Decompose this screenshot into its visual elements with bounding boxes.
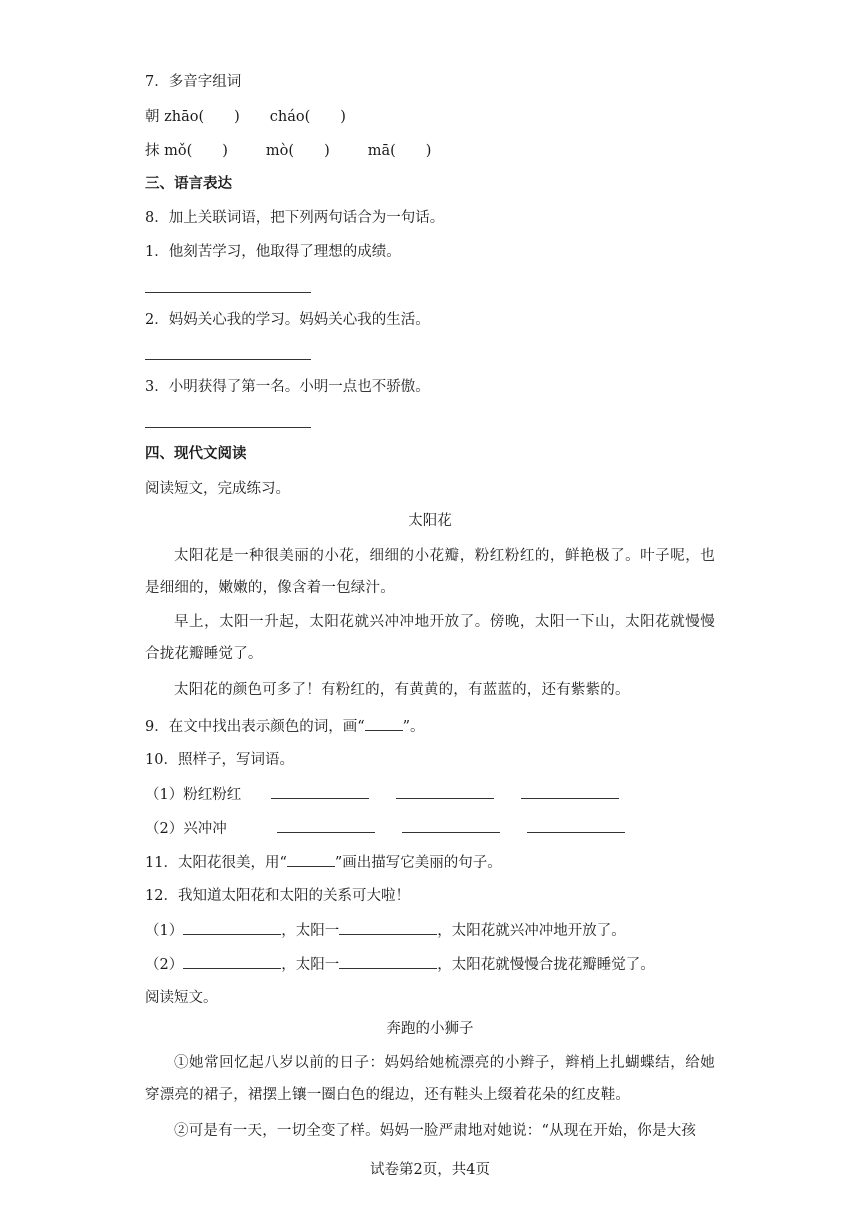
q10-blank[interactable]: [527, 818, 625, 833]
q10-blank[interactable]: [277, 818, 375, 833]
polyphone-ma1: mā(: [367, 143, 396, 159]
q12-row-2-end: ，太阳花就慢慢合拢花瓣睡觉了。: [437, 957, 655, 973]
polyphone-chao: cháo(: [269, 109, 311, 125]
polyphone-mo3: 抹 mǒ(: [145, 143, 193, 159]
question-8: 8．加上关联词语，把下列两句话合为一句话。: [145, 210, 445, 226]
story-1-paragraph-3: 太阳花的颜色可多了！有粉红的，有黄黄的，有蓝蓝的，还有紫紫的。: [174, 682, 630, 698]
page-footer: 试卷第2页，共4页: [370, 1162, 490, 1178]
paren-close: ): [222, 143, 228, 159]
paren-close: ): [324, 143, 330, 159]
paren-close: ): [234, 109, 240, 125]
question-9: [145, 716, 425, 737]
q11-text-before: 11．太阳花很美，用“: [145, 855, 287, 871]
story-2-title: 奔跑的小狮子: [386, 1021, 474, 1037]
story-2-paragraph-1: ①她常回忆起八岁以前的日子：妈妈给她梳漂亮的小辫子，辫梢上扎蝴蝶结，给她穿漂亮的裙子，裙摆上镶一圈白色的绲边，还有鞋头上缀着花朵的红皮鞋。: [145, 1055, 715, 1103]
q12-row-2-num: （2）: [145, 957, 184, 973]
q10-row-1: [145, 784, 619, 805]
q12-row-2: [145, 954, 655, 975]
question-7-row-2: [145, 141, 431, 161]
q12-blank[interactable]: [183, 954, 281, 969]
section-4-heading: 四、现代文阅读: [145, 445, 247, 462]
paren-close: ): [425, 143, 432, 159]
question-7-title: 7．多音字组词: [145, 74, 242, 90]
q8-item-1: 1．他刻苦学习，他取得了理想的成绩。: [145, 244, 401, 260]
q12-row-1-num: （1）: [145, 923, 184, 939]
reading-intro-2: 阅读短文。: [145, 990, 218, 1006]
question-7-row-1: [145, 107, 346, 127]
answer-line-2[interactable]: [145, 359, 311, 360]
q10-row-2-label: （2）兴冲冲: [145, 821, 227, 837]
q12-row-2-mid: ，太阳一: [281, 957, 340, 973]
answer-line-1[interactable]: [145, 292, 311, 293]
q10-row-1-label: （1）粉红粉红: [145, 787, 242, 803]
q8-item-3: 3．小明获得了第一名。小明一点也不骄傲。: [145, 379, 430, 395]
reading-intro: 阅读短文，完成练习。: [145, 481, 290, 497]
paren-close: ): [340, 109, 346, 125]
q11-text-after: ”画出描写它美丽的句子。: [334, 855, 502, 871]
question-11: [145, 852, 502, 873]
question-12: 12．我知道太阳花和太阳的关系可大啦！: [145, 888, 410, 904]
story-2-paragraph-2: ②可是有一天，一切全变了样。妈妈一脸严肃地对她说：“从现在开始，你是大孩: [174, 1123, 697, 1139]
q10-blank[interactable]: [271, 784, 369, 799]
q9-text-after: ”。: [402, 719, 425, 735]
q10-blank[interactable]: [521, 784, 619, 799]
section-3-heading: 三、语言表达: [145, 175, 232, 192]
q10-row-2: [145, 818, 625, 839]
answer-line-3[interactable]: [145, 427, 311, 428]
q12-row-1: [145, 920, 626, 941]
q8-item-2: 2．妈妈关心我的学习。妈妈关心我的生活。: [145, 312, 430, 328]
story-1-paragraph-1: 太阳花是一种很美丽的小花，细细的小花瓣，粉红粉红的，鲜艳极了。叶子呢，也是细细的，嫩嫩的，像含着一包绿汁。: [145, 548, 715, 596]
q12-row-1-mid: ，太阳一: [281, 923, 340, 939]
q12-blank[interactable]: [183, 920, 281, 935]
q9-underline-sample: [365, 716, 403, 731]
q10-blank[interactable]: [396, 784, 494, 799]
q11-underline-sample: [287, 852, 335, 867]
q12-blank[interactable]: [339, 920, 437, 935]
q12-blank[interactable]: [339, 954, 437, 969]
q12-row-1-end: ，太阳花就兴冲冲地开放了。: [437, 923, 626, 939]
question-10: 10．照样子，写词语。: [145, 752, 294, 768]
polyphone-zhao: 朝 zhāo(: [145, 109, 205, 125]
q10-blank[interactable]: [402, 818, 500, 833]
q9-text-before: 9．在文中找出表示颜色的词，画“: [145, 719, 365, 735]
polyphone-mo4: mò(: [265, 143, 295, 159]
story-1-title: 太阳花: [408, 513, 452, 529]
story-1-paragraph-2: 早上，太阳一升起，太阳花就兴冲冲地开放了。傍晚，太阳一下山，太阳花就慢慢合拢花瓣睡觉了。: [145, 614, 715, 662]
